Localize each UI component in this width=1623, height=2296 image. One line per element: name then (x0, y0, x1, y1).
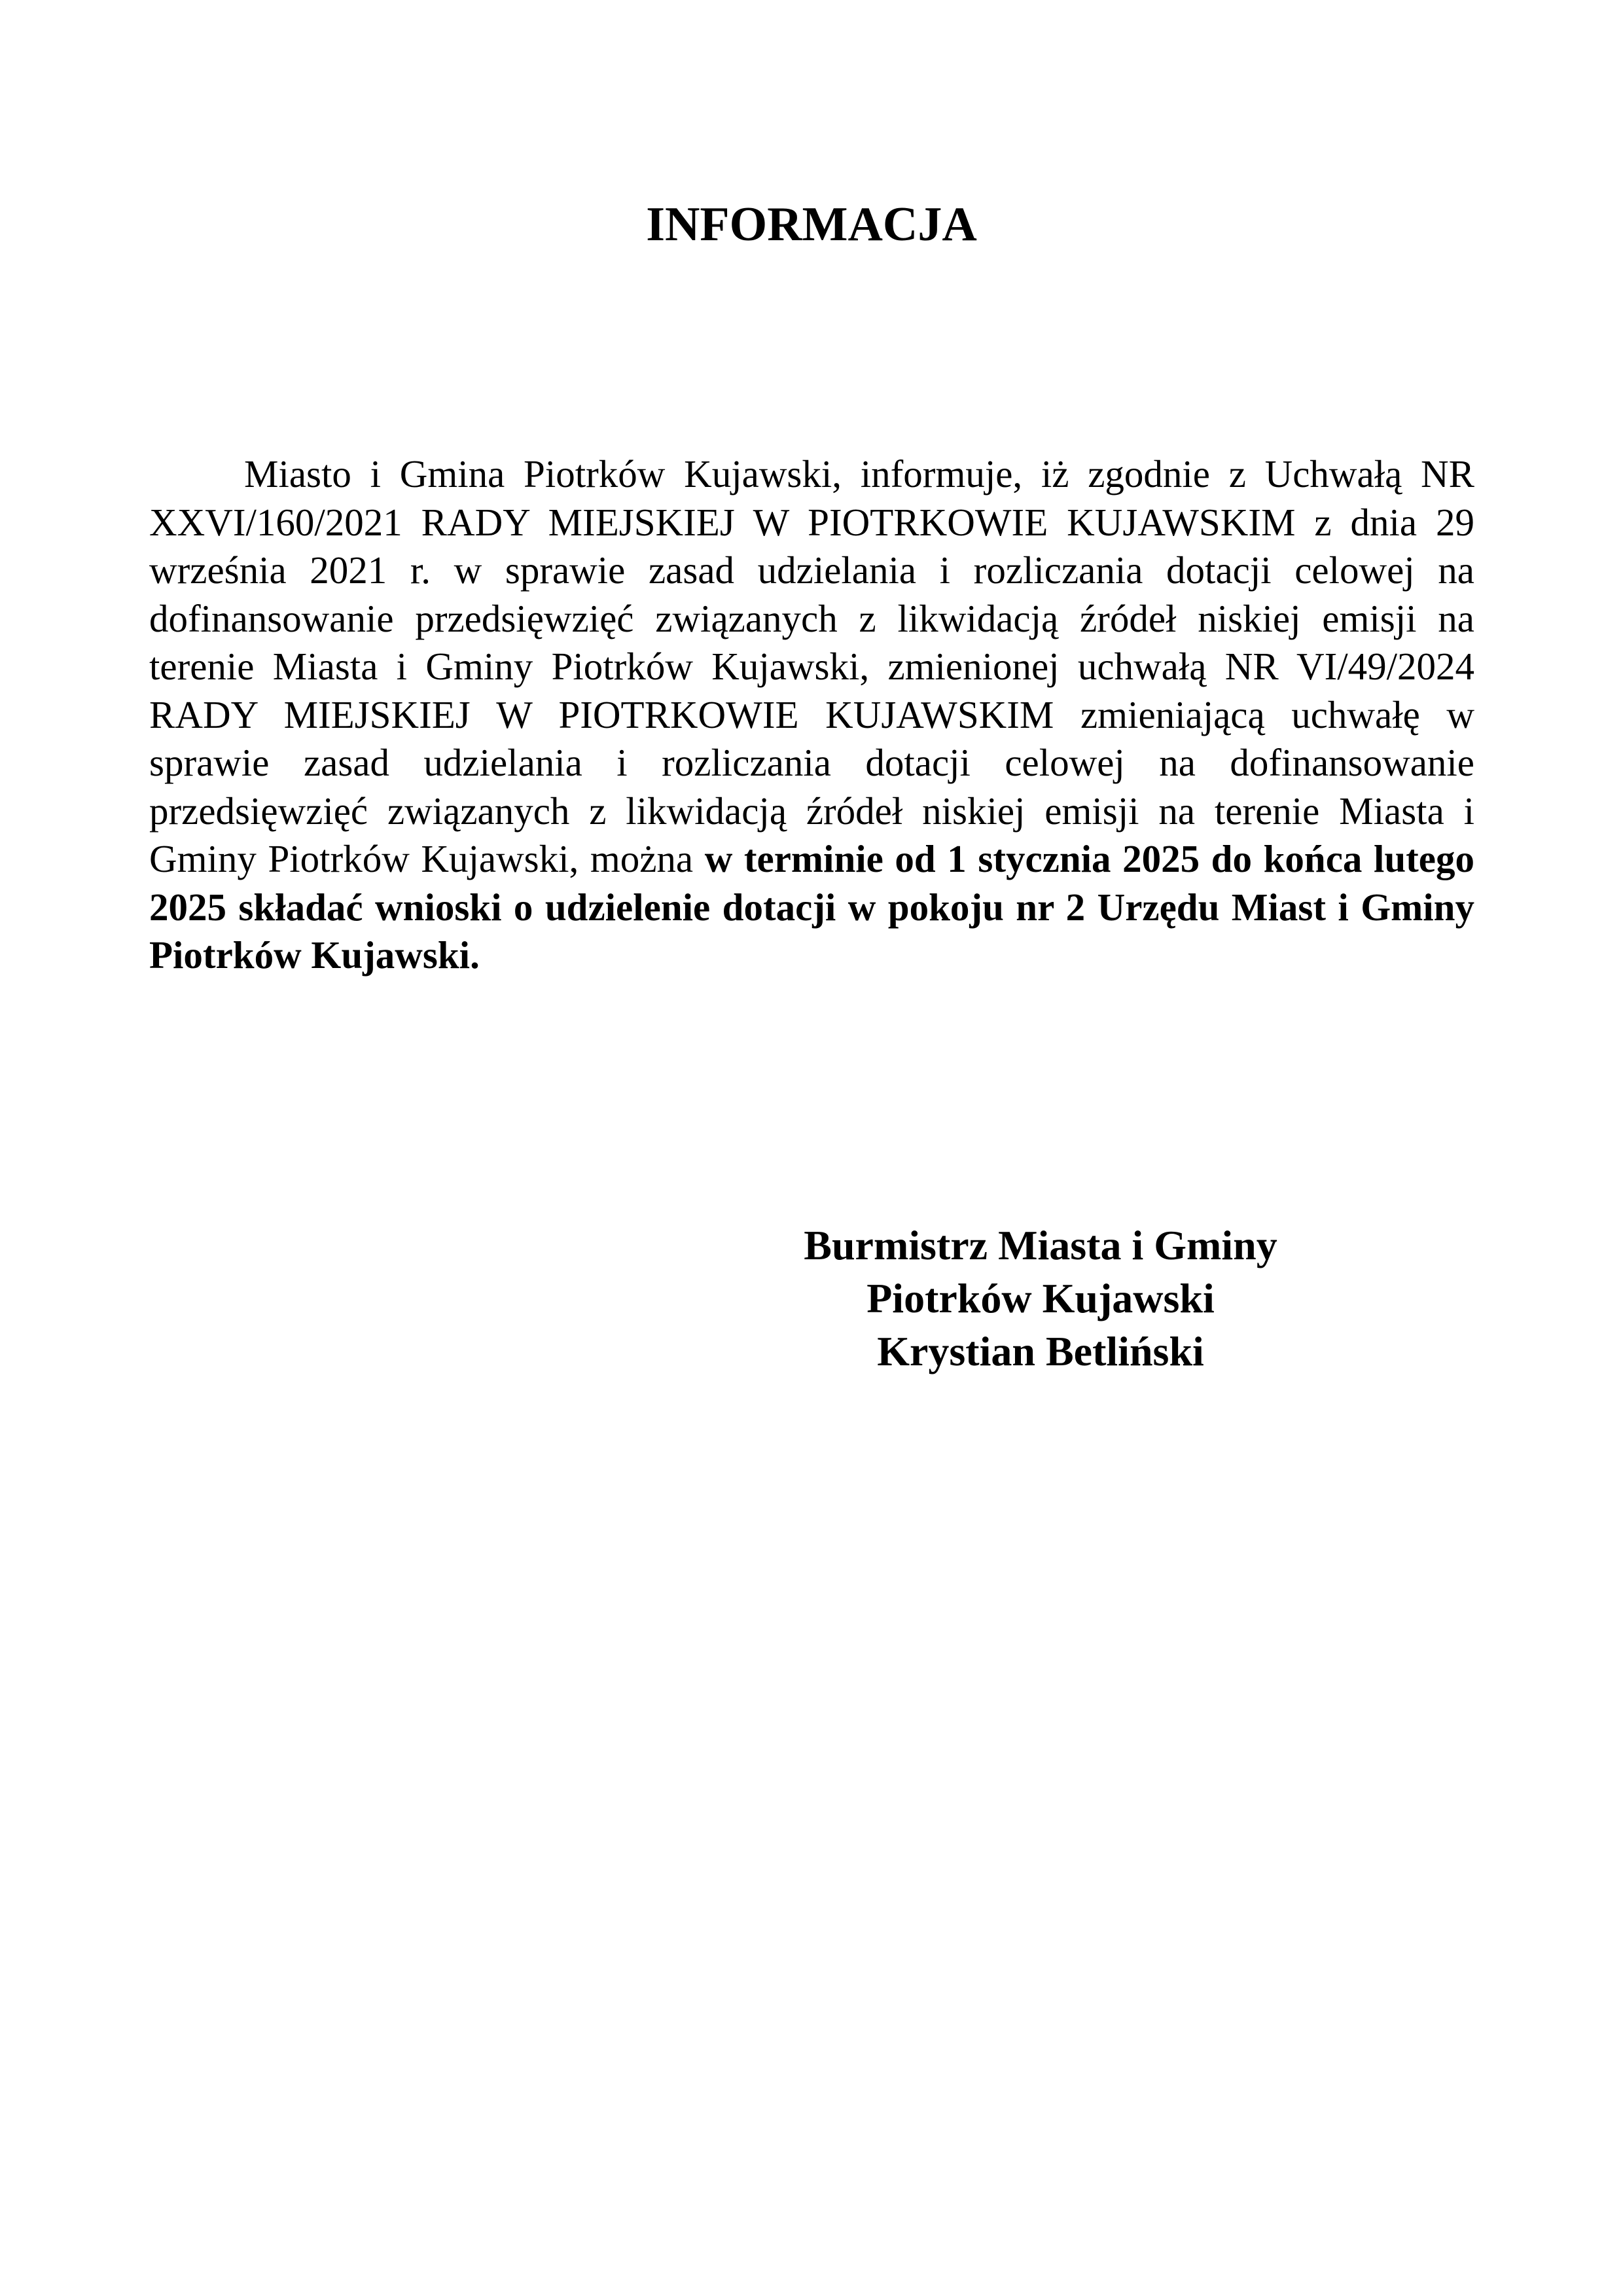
announcement-deadline-text: w terminie od 1 stycznia 2025 do końca lutego 2025 składać wnioski o udzielenie dotacji w pokoju nr 2 Urzędu Miast i Gminy Piotrków Kujawski. (149, 837, 1474, 977)
signature-municipality: Piotrków Kujawski (866, 1275, 1215, 1321)
announcement-paragraph (149, 450, 1474, 980)
announcement-text: Miasto i Gmina Piotrków Kujawski, informuje, iż zgodnie z Uchwałą NR XXVI/160/2021 RADY MIEJSKIEJ W PIOTRKOWIE KUJAWSKIM z dnia 29 września 2021 r. w sprawie zasad udzielania i rozliczania dotacji celowej na dofinansowanie przedsięwzięć związanych z likwidacją źródeł niskiej emisji na terenie Miasta i Gminy Piotrków Kujawski, zmienionej uchwałą NR VI/49/2024 RADY MIEJSKIEJ W PIOTRKOWIE KUJAWSKIM zmieniającą uchwałę w sprawie zasad udzielania i rozliczania dotacji celowej na dofinansowanie przedsięwzięć związanych z likwidacją źródeł niskiej emisji na terenie Miasta i Gminy Piotrków Kujawski, można (149, 452, 1474, 880)
document-title: INFORMACJA (646, 198, 977, 251)
signature-block (681, 1219, 1400, 1378)
signature-position: Burmistrz Miasta i Gminy (804, 1222, 1277, 1268)
signature-name: Krystian Betliński (877, 1328, 1204, 1374)
